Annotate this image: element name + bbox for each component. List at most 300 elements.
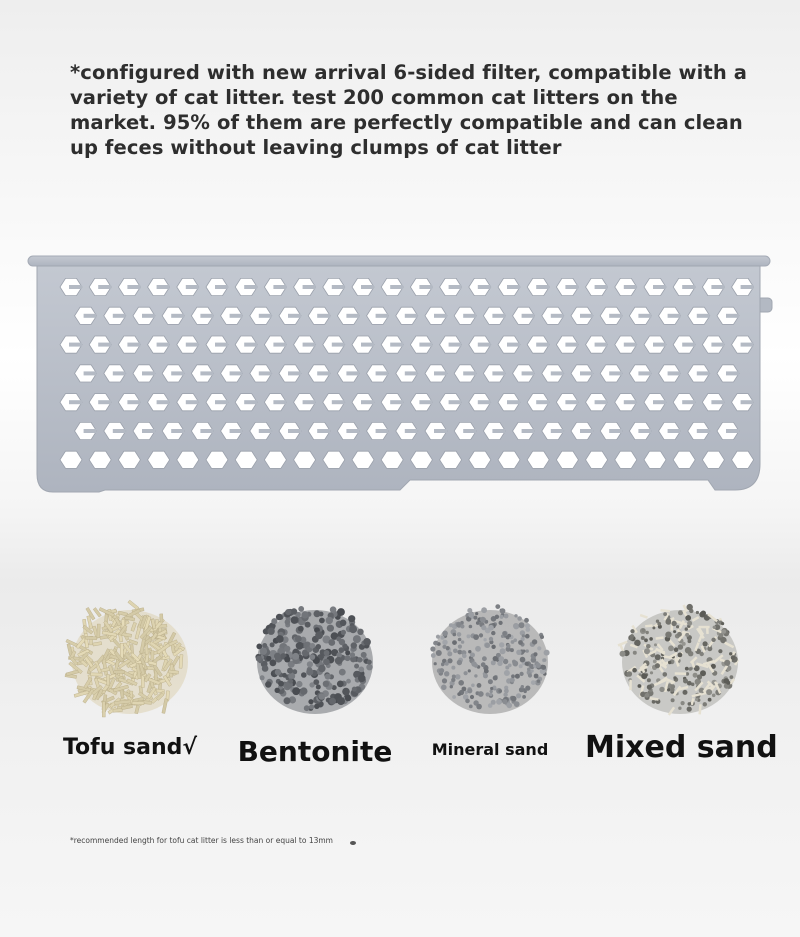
litter-grain	[441, 636, 445, 640]
filter-hole-tab	[84, 371, 97, 375]
litter-grain	[668, 661, 671, 664]
filter-hole-tab	[171, 429, 184, 433]
litter-grain	[528, 673, 532, 677]
litter-grain	[270, 642, 275, 647]
litter-grain	[461, 640, 464, 643]
litter-grain	[685, 627, 688, 630]
litter-grain	[713, 626, 716, 629]
litter-grain	[340, 620, 347, 627]
litter-grain	[314, 704, 319, 709]
litter-grain	[358, 675, 366, 683]
filter-hole-tab	[609, 371, 622, 375]
filter-hole-tab	[259, 314, 272, 318]
litter-grain	[276, 635, 284, 643]
litter-grain	[453, 633, 457, 637]
litter-grain	[316, 685, 321, 690]
litter-grain	[703, 702, 707, 706]
litter-grain	[537, 680, 540, 683]
litter-grain	[493, 676, 498, 681]
litter-grain	[351, 642, 357, 648]
litter-grain	[627, 671, 633, 677]
litter-grain	[345, 695, 351, 701]
litter-grain	[151, 651, 154, 661]
litter-grain	[335, 657, 343, 665]
litter-grain	[326, 617, 333, 624]
filter-hole-tab	[609, 429, 622, 433]
filter-hole-tab	[157, 343, 170, 347]
filter-hole-tab	[142, 314, 155, 318]
filter-hole-tab	[157, 285, 170, 289]
filter-hole-tab	[69, 343, 82, 347]
litter-grain	[478, 691, 484, 697]
litter-grain	[353, 635, 361, 643]
litter-grain	[474, 674, 477, 677]
litter-grain	[357, 629, 363, 635]
litter-grain	[486, 692, 490, 696]
litter-grain	[481, 662, 486, 667]
litter-grain	[480, 617, 486, 623]
litter-grain	[499, 621, 503, 625]
litter-grain	[670, 688, 675, 693]
litter-grain	[642, 628, 646, 632]
litter-grain	[511, 674, 515, 678]
litter-grain	[114, 670, 125, 673]
litter-grain	[350, 652, 355, 657]
filter-hole-tab	[463, 429, 476, 433]
litter-grain	[468, 612, 474, 618]
filter-hole-tab	[697, 314, 710, 318]
litter-grain	[729, 652, 732, 655]
litter-grain	[457, 660, 462, 665]
litter-grain	[470, 653, 475, 658]
filter-hole-tab	[346, 371, 359, 375]
litter-grain	[700, 652, 704, 656]
litter-grain	[295, 635, 302, 642]
litter-grain	[366, 664, 372, 670]
litter-grain	[688, 702, 692, 706]
litter-grain	[499, 615, 503, 619]
filter-hole-tab	[171, 371, 184, 375]
litter-grain	[665, 632, 671, 638]
filter-hole-tab	[580, 429, 593, 433]
litter-grain	[718, 649, 722, 653]
litter-grain	[490, 687, 493, 690]
litter-grain	[504, 689, 509, 694]
filter-hole-tab	[565, 285, 578, 289]
litter-grain	[325, 674, 331, 680]
litter-grain	[465, 699, 470, 704]
litter-label: Tofu sand√	[62, 735, 198, 760]
litter-grain	[633, 651, 637, 655]
litter-grain	[671, 698, 675, 702]
litter-types-row	[0, 590, 800, 790]
filter-hole-tab	[244, 343, 257, 347]
filter-hole-tab	[376, 429, 389, 433]
litter-item-4	[585, 590, 778, 780]
litter-grain	[316, 644, 321, 649]
litter-grain	[337, 608, 345, 616]
filter-hole-tab	[259, 371, 272, 375]
litter-grain	[534, 674, 539, 679]
filter-hole-tab	[595, 285, 608, 289]
litter-grain	[315, 631, 323, 639]
litter-grain	[444, 671, 449, 676]
filter-hole-tab	[288, 314, 301, 318]
litter-grain	[722, 629, 727, 634]
filter-hole-tab	[127, 343, 140, 347]
filter-hole-tab	[609, 314, 622, 318]
filter-hole-tab	[478, 400, 491, 404]
litter-grain	[488, 625, 494, 631]
litter-grain	[525, 686, 530, 691]
litter-grain	[531, 680, 536, 685]
filter-hole-tab	[317, 314, 330, 318]
litter-grain	[685, 667, 689, 671]
filter-hole-tab	[668, 371, 681, 375]
litter-grain	[498, 656, 504, 662]
litter-grain	[663, 612, 667, 616]
litter-grain	[513, 623, 519, 629]
litter-grain	[652, 626, 655, 629]
litter-grain	[434, 662, 437, 665]
filter-hole-tab	[551, 314, 564, 318]
litter-grain	[526, 649, 529, 652]
litter-grain	[467, 688, 472, 693]
filter-hole-tab	[390, 285, 403, 289]
filter-hole-tab	[682, 400, 695, 404]
filter-hole-tab	[200, 371, 213, 375]
filter-hole-tab	[595, 343, 608, 347]
litter-grain	[288, 679, 293, 684]
litter-grain	[447, 651, 452, 656]
litter-grain	[641, 673, 647, 679]
litter-grain	[308, 699, 313, 704]
litter-grain	[262, 665, 269, 672]
filter-hole-tab	[376, 314, 389, 318]
litter-grain	[434, 641, 438, 645]
litter-grain	[468, 650, 471, 653]
litter-grain	[479, 633, 483, 637]
litter-grain	[442, 631, 448, 637]
filter-hole-tab	[113, 371, 126, 375]
filter-hole-tab	[405, 371, 418, 375]
litter-grain	[499, 642, 504, 647]
litter-grain	[451, 666, 455, 670]
litter-grain	[508, 664, 512, 668]
litter-grain	[473, 634, 479, 640]
litter-grain	[314, 610, 321, 617]
litter-grain	[515, 674, 520, 679]
litter-grain	[544, 650, 550, 656]
filter-hole-tab	[84, 314, 97, 318]
filter-hole-tab	[711, 400, 724, 404]
litter-grain	[285, 609, 291, 615]
litter-grain	[275, 688, 280, 693]
litter-grain	[284, 646, 290, 652]
litter-grain	[436, 650, 442, 656]
litter-grain	[318, 693, 325, 700]
filter-hole-tab	[492, 371, 505, 375]
litter-grain	[481, 625, 486, 630]
litter-grain	[436, 635, 440, 639]
litter-grain	[649, 637, 653, 641]
filter-hole-tab	[595, 400, 608, 404]
litter-grain	[120, 643, 123, 658]
litter-grain	[668, 645, 674, 651]
litter-grain	[640, 614, 648, 619]
filter-hole-tab	[186, 343, 199, 347]
litter-grain	[132, 701, 144, 704]
litter-item-2	[220, 590, 410, 780]
litter-grain	[521, 685, 524, 688]
filter-hole-tab	[536, 343, 549, 347]
litter-grain	[339, 639, 345, 645]
filter-hole-tab	[653, 285, 666, 289]
litter-grain	[510, 678, 515, 683]
litter-grain	[349, 625, 357, 633]
filter-hole-tab	[98, 400, 111, 404]
litter-grain	[324, 650, 330, 656]
filter-hole-tab	[434, 371, 447, 375]
litter-grain	[475, 646, 481, 652]
litter-grain	[507, 703, 513, 709]
litter-grain	[518, 640, 523, 645]
litter-grain	[445, 662, 449, 666]
litter-grain	[683, 690, 688, 695]
litter-grain	[327, 625, 334, 632]
filter-hole-tab	[697, 371, 710, 375]
litter-grain	[687, 707, 692, 712]
litter-grain	[483, 638, 486, 641]
litter-grain	[323, 681, 329, 687]
filter-hole-tab	[741, 285, 754, 289]
litter-grain	[352, 687, 357, 692]
litter-grain	[329, 698, 336, 705]
litter-grain	[506, 644, 510, 648]
litter-grain	[278, 681, 284, 687]
litter-grain	[701, 611, 706, 616]
filter-hole-tab	[507, 343, 520, 347]
litter-grain	[464, 671, 468, 675]
litter-grain	[91, 673, 103, 676]
filter-hole-tab	[638, 314, 651, 318]
litter-grain	[498, 689, 502, 693]
filter-hole-tab	[186, 285, 199, 289]
filter-hole-tab	[142, 429, 155, 433]
litter-grain	[292, 653, 299, 660]
litter-grain	[346, 679, 351, 684]
litter-grain	[663, 672, 668, 677]
litter-grain	[687, 621, 692, 626]
litter-grain	[477, 683, 482, 688]
litter-grain	[298, 606, 304, 612]
litter-grain	[455, 674, 460, 679]
litter-grain	[291, 608, 297, 614]
filter-hole-tab	[142, 371, 155, 375]
filter-hole-tab	[361, 400, 374, 404]
litter-grain	[495, 604, 500, 609]
filter-hole-tab	[113, 429, 126, 433]
filter-hole-tab	[98, 285, 111, 289]
litter-grain	[489, 693, 492, 696]
filter-hole-tab	[215, 400, 228, 404]
litter-grain	[502, 631, 507, 636]
litter-grain	[730, 675, 734, 679]
filter-hole-tab	[449, 343, 462, 347]
litter-grain	[304, 705, 310, 711]
filter-hole-tab	[653, 400, 666, 404]
litter-grain	[520, 657, 526, 663]
litter-grain	[300, 687, 307, 694]
litter-grain	[488, 679, 493, 684]
litter-grain	[644, 638, 648, 642]
filter-hole-tab	[171, 314, 184, 318]
filter-hole-tab	[624, 285, 637, 289]
filter-hole-tab	[449, 400, 462, 404]
litter-grain	[468, 669, 471, 672]
filter-hole-tab	[492, 314, 505, 318]
filter-hole-tab	[478, 285, 491, 289]
litter-grain	[310, 643, 316, 649]
filter-hole-tab	[303, 285, 316, 289]
litter-grain	[525, 662, 529, 666]
litter-grain	[510, 648, 514, 652]
filter-hole-tab	[200, 429, 213, 433]
litter-grain	[282, 673, 287, 678]
litter-grain	[500, 608, 506, 614]
litter-grain	[491, 645, 495, 649]
filter-hole-tab	[463, 371, 476, 375]
litter-grain	[441, 685, 447, 691]
litter-grain	[358, 667, 364, 673]
litter-grain	[457, 632, 462, 637]
litter-grain	[301, 611, 308, 618]
litter-grain	[534, 652, 538, 656]
litter-grain	[296, 642, 304, 650]
litter-grain	[522, 695, 526, 699]
litter-grain	[665, 619, 671, 625]
filter-hole-tab	[376, 371, 389, 375]
filter-hole-tab	[682, 343, 695, 347]
litter-grain	[653, 660, 657, 664]
filter-hole-tab	[522, 429, 535, 433]
litter-grain	[687, 681, 692, 686]
filter-hole-tab	[434, 314, 447, 318]
litter-grain	[630, 629, 634, 633]
litter-grain	[516, 693, 521, 698]
litter-grain	[526, 627, 531, 632]
filter-hole-tab	[361, 285, 374, 289]
filter-hole-tab	[186, 400, 199, 404]
filter-hole-tab	[463, 314, 476, 318]
bentonite-pile-icon	[220, 590, 410, 720]
filter-hole-tab	[507, 285, 520, 289]
litter-grain	[697, 674, 702, 679]
litter-grain	[450, 685, 453, 688]
litter-grain	[301, 672, 307, 678]
filter-hole-tab	[390, 400, 403, 404]
litter-grain	[452, 695, 456, 699]
litter-grain	[348, 615, 355, 622]
litter-grain	[471, 684, 475, 688]
litter-grain	[674, 647, 679, 652]
litter-grain	[442, 645, 446, 649]
filter-hole-tab	[332, 343, 345, 347]
litter-grain	[647, 685, 652, 690]
litter-item-3	[395, 590, 585, 780]
litter-grain	[339, 647, 345, 653]
filter-hole-tab	[711, 343, 724, 347]
litter-grain	[527, 668, 531, 672]
litter-grain	[645, 693, 650, 698]
litter-grain	[541, 665, 546, 670]
litter-grain	[540, 635, 544, 639]
litter-grain	[265, 681, 271, 687]
filter-hole-tab	[200, 314, 213, 318]
litter-grain	[660, 609, 670, 612]
filter-hole-tab	[551, 371, 564, 375]
mineral-sand-pile-icon	[395, 590, 585, 720]
litter-grain	[323, 659, 330, 666]
litter-grain	[693, 673, 698, 678]
headline-text: *configured with new arrival 6-sided filter, compatible with a variety of cat litter. test 200 common cat litters on the market. 95% of them are perfectly compatible and can clean up feces without leaving clumps of cat litter	[70, 61, 747, 159]
litter-grain	[537, 646, 541, 650]
filter-hole-tab	[69, 400, 82, 404]
litter-grain	[671, 621, 676, 626]
litter-grain	[721, 622, 724, 625]
litter-grain	[458, 680, 464, 686]
litter-grain	[470, 695, 474, 699]
filter-hole-tab	[230, 429, 243, 433]
litter-grain	[291, 616, 299, 624]
litter-grain	[452, 675, 456, 679]
litter-grain	[337, 681, 344, 688]
litter-grain	[524, 618, 529, 623]
litter-grain	[475, 612, 478, 615]
litter-grain	[726, 681, 730, 685]
filter-hole-tab	[653, 343, 666, 347]
filter-hole-tab	[419, 343, 432, 347]
litter-grain	[647, 678, 651, 682]
litter-grain	[724, 660, 730, 666]
filter-hole-tab	[419, 285, 432, 289]
filter-hole-tab	[332, 285, 345, 289]
litter-grain	[452, 640, 457, 645]
litter-grain	[469, 625, 473, 629]
filter-hole-tab	[478, 343, 491, 347]
litter-grain	[476, 704, 482, 710]
litter-grain	[678, 707, 681, 710]
litter-grain	[687, 604, 693, 610]
litter-grain	[703, 641, 708, 646]
filter-hole-tab	[697, 429, 710, 433]
litter-grain	[632, 668, 637, 673]
litter-grain	[276, 614, 283, 621]
litter-grain	[481, 607, 487, 613]
litter-grain	[654, 643, 657, 646]
litter-grain	[630, 637, 634, 641]
filter-hole-tab	[230, 371, 243, 375]
litter-grain	[453, 649, 458, 654]
litter-grain	[328, 639, 335, 646]
litter-grain	[307, 661, 313, 667]
filter-hole-tab	[84, 429, 97, 433]
filter-hole-tab	[346, 314, 359, 318]
filter-hole-tab	[317, 371, 330, 375]
litter-grain	[292, 687, 300, 695]
filter-hole-tab	[273, 343, 286, 347]
filter-hole-tab	[273, 285, 286, 289]
